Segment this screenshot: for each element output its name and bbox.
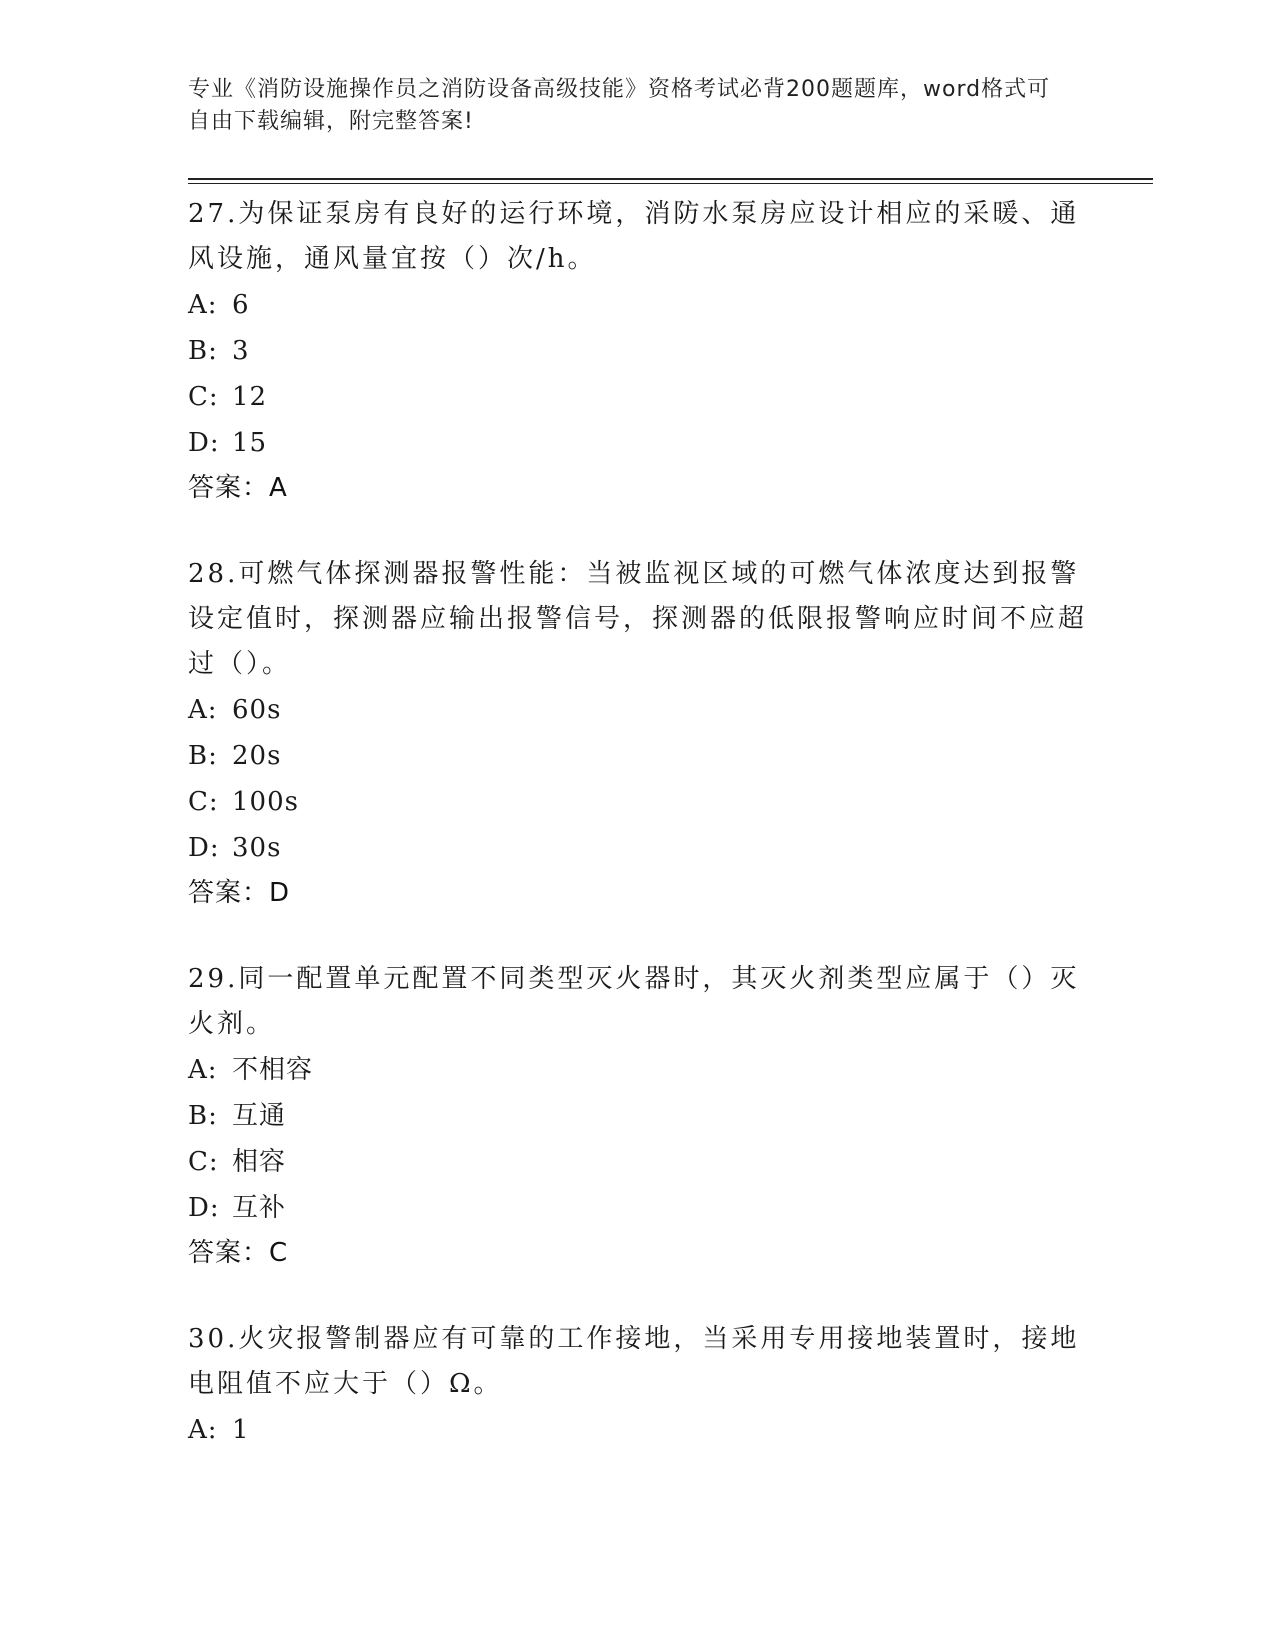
answer-line: 答案：C <box>188 1238 289 1268</box>
option-a <box>188 282 1088 328</box>
option-key: C: <box>188 787 219 817</box>
option-c <box>188 779 1088 825</box>
option-key: D: <box>188 833 220 863</box>
option-text: 不相容 <box>232 1055 314 1085</box>
option-text: 100s <box>232 787 299 817</box>
option-text: 互补 <box>232 1193 287 1223</box>
option-a <box>188 1047 1088 1093</box>
option-key: A: <box>188 1415 218 1445</box>
question-stem: 29.同一配置单元配置不同类型灭火器时，其灭火剂类型应属于（）灭火剂。 <box>188 964 1080 1039</box>
question-29 <box>188 957 1088 1275</box>
option-text: 20s <box>232 741 282 771</box>
option-text: 6 <box>232 290 250 320</box>
option-c <box>188 1139 1088 1185</box>
option-text: 30s <box>232 833 282 863</box>
option-key: B: <box>188 336 218 366</box>
option-text: 15 <box>232 428 268 458</box>
option-key: B: <box>188 1101 218 1131</box>
header-rule-thin <box>188 183 1153 184</box>
option-d <box>188 420 1088 466</box>
option-text: 60s <box>232 695 282 725</box>
option-text: 互通 <box>232 1101 287 1131</box>
option-text: 相容 <box>232 1147 287 1177</box>
option-text: 12 <box>232 382 268 412</box>
option-key: A: <box>188 290 218 320</box>
question-stem: 30.火灾报警制器应有可靠的工作接地，当采用专用接地装置时，接地电阻值不应大于（）Ω。 <box>188 1324 1080 1399</box>
question-list <box>188 192 1088 1495</box>
question-28 <box>188 552 1088 915</box>
option-text: 1 <box>232 1415 250 1445</box>
option-key: A: <box>188 695 218 725</box>
document-header: 专业《消防设施操作员之消防设备高级技能》资格考试必背200题题库，word格式可自由下载编辑，附完整答案! <box>188 77 1051 134</box>
option-a <box>188 1407 1088 1453</box>
question-27 <box>188 192 1088 510</box>
option-a <box>188 687 1088 733</box>
option-text: 3 <box>232 336 250 366</box>
question-30 <box>188 1317 1088 1453</box>
option-key: D: <box>188 1193 220 1223</box>
answer-line: 答案：A <box>188 473 288 503</box>
option-key: D: <box>188 428 220 458</box>
option-key: C: <box>188 382 219 412</box>
option-key: A: <box>188 1055 218 1085</box>
header-rule-thick <box>188 178 1153 180</box>
answer-line: 答案：D <box>188 878 291 908</box>
option-key: B: <box>188 741 218 771</box>
option-key: C: <box>188 1147 219 1177</box>
option-c <box>188 374 1088 420</box>
option-b <box>188 1093 1088 1139</box>
question-stem: 27.为保证泵房有良好的运行环境，消防水泵房应设计相应的采暖、通风设施，通风量宜按（）次/h。 <box>188 199 1080 274</box>
option-b <box>188 328 1088 374</box>
option-d <box>188 1185 1088 1231</box>
question-stem: 28.可燃气体探测器报警性能：当被监视区域的可燃气体浓度达到报警设定值时，探测器应输出报警信号，探测器的低限报警响应时间不应超过（）。 <box>188 559 1088 679</box>
option-b <box>188 733 1088 779</box>
option-d <box>188 825 1088 871</box>
